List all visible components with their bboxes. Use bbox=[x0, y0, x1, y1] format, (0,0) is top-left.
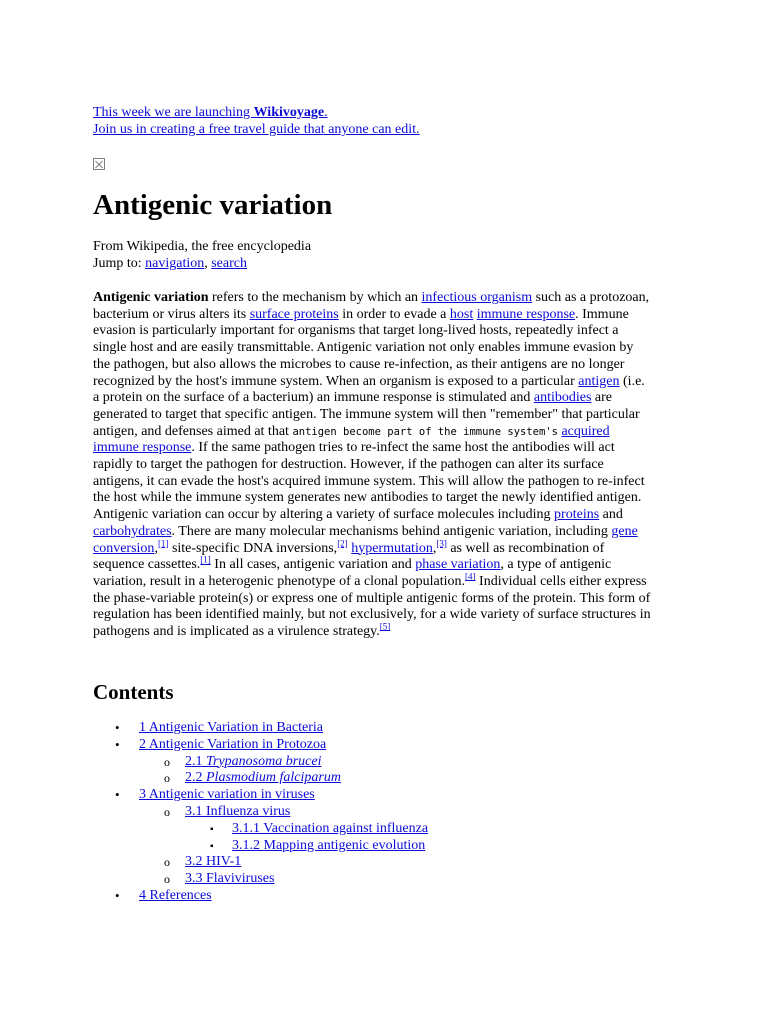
toc-label: Vaccination against influenza bbox=[260, 820, 429, 836]
link-antigen[interactable]: antigen bbox=[578, 373, 620, 389]
toc-label: Mapping antigenic evolution bbox=[260, 837, 426, 853]
from-wikipedia: From Wikipedia, the free encyclopedia bbox=[93, 239, 312, 254]
toc-label: References bbox=[146, 887, 212, 903]
toc-item bbox=[93, 754, 428, 771]
link-proteins[interactable]: proteins bbox=[554, 507, 600, 523]
site-notice bbox=[93, 104, 420, 138]
travel-guide-link[interactable]: Join us in creating a free travel guide that anyone can edit. bbox=[93, 122, 420, 137]
toc-link[interactable] bbox=[139, 720, 323, 735]
square-bullet-icon bbox=[210, 838, 214, 856]
toc-number: 3.1 bbox=[185, 803, 203, 819]
link-acquired-immune-response[interactable]: acquired immune response bbox=[93, 423, 610, 456]
bold-term: Antigenic variation bbox=[93, 290, 209, 305]
link-immune-response[interactable]: immune response bbox=[476, 306, 576, 322]
text: site-specific DNA inversions, bbox=[168, 540, 338, 556]
square-bullet-icon bbox=[210, 821, 214, 839]
toc-item bbox=[93, 770, 428, 787]
toc-item bbox=[93, 720, 428, 737]
text: . There are many molecular mechanisms behind antigenic variation, including bbox=[171, 523, 612, 539]
toc-label: Flaviviruses bbox=[202, 871, 275, 887]
toc-link[interactable] bbox=[139, 787, 315, 802]
toc-link[interactable] bbox=[185, 871, 274, 886]
notice-period: . bbox=[324, 105, 328, 120]
notice-text: This week we are launching bbox=[93, 105, 254, 120]
search-link[interactable]: search bbox=[211, 256, 247, 271]
link-infectious-organism[interactable]: infectious organism bbox=[421, 290, 533, 305]
table-of-contents bbox=[93, 720, 428, 905]
circle-bullet-icon bbox=[164, 871, 170, 889]
toc-number: 4 bbox=[139, 887, 146, 903]
reference-link[interactable]: [5] bbox=[379, 621, 391, 632]
lead-paragraph bbox=[93, 290, 653, 641]
toc-item bbox=[93, 804, 428, 821]
contents-heading: Contents bbox=[93, 680, 174, 704]
toc-number: 3.1.2 bbox=[232, 837, 260, 853]
text: . If the same pathogen tries to re-infect the same host the antibodies will act rapidly to target the pathogen for destruction. However, if the pathogen can alter its surface antigens, it can evade the host's acquired immune system. This will allow the pathogen to re-infect the host while the immune system generates new antibodies to target the newly identified antigen. Antigenic variation can occur by altering a variety of surface molecules including bbox=[93, 440, 645, 523]
text: (i.e. a protein on the surface of a bacterium) an immune response is stimulated and bbox=[93, 373, 645, 406]
toc-number: 3.1.1 bbox=[232, 820, 260, 836]
toc-label: Plasmodium falciparum bbox=[202, 770, 341, 786]
toc-item bbox=[93, 871, 428, 888]
toc-number: 2 bbox=[139, 736, 146, 752]
toc-number: 2.2 bbox=[185, 770, 203, 786]
reference-link[interactable]: [3] bbox=[436, 537, 447, 548]
toc-link[interactable] bbox=[139, 737, 326, 752]
bullet-icon bbox=[115, 737, 120, 755]
toc-label: Antigenic Variation in Bacteria bbox=[146, 720, 324, 735]
bullet-icon bbox=[115, 888, 120, 906]
toc-label: Trypanosoma brucei bbox=[202, 753, 322, 769]
text: , a type of antigenic variation, result in a heterogenic phenotype of a clonal population. bbox=[93, 557, 612, 589]
text: , bbox=[154, 540, 158, 556]
circle-bullet-icon bbox=[164, 804, 170, 822]
circle-bullet-icon bbox=[164, 854, 170, 872]
toc-label: Influenza virus bbox=[202, 803, 291, 819]
reference-link[interactable]: [2] bbox=[337, 537, 348, 548]
toc-number: 3.3 bbox=[185, 871, 203, 887]
text: refers to the mechanism by which an bbox=[208, 290, 422, 305]
reference-link[interactable]: [1] bbox=[157, 537, 169, 548]
toc-link[interactable] bbox=[185, 804, 290, 819]
bullet-icon bbox=[115, 787, 120, 805]
text: and bbox=[599, 507, 623, 523]
text: as well as recombination of sequence cassettes. bbox=[93, 540, 605, 573]
toc-label: HIV-1 bbox=[202, 854, 242, 870]
link-host[interactable]: host bbox=[449, 306, 474, 322]
text: In all cases, antigenic variation and bbox=[210, 557, 416, 573]
mono-text: antigen become part of the immune system's bbox=[292, 425, 558, 438]
toc-item bbox=[93, 838, 428, 855]
toc-item bbox=[93, 854, 428, 871]
link-hypermutation[interactable]: hypermutation bbox=[351, 540, 433, 556]
wikivoyage-notice-link[interactable] bbox=[93, 104, 420, 121]
link-carbohydrates[interactable]: carbohydrates bbox=[93, 523, 172, 539]
toc-number: 3.2 bbox=[185, 854, 203, 870]
text: , bbox=[432, 540, 437, 556]
jump-links bbox=[93, 255, 311, 272]
toc-item bbox=[93, 888, 428, 905]
circle-bullet-icon bbox=[164, 754, 170, 772]
reference-link[interactable]: [1] bbox=[200, 554, 211, 565]
broken-image-icon bbox=[93, 158, 105, 170]
text: are generated to target that specific antigen. The immune system will then "remember" that particular antigen, and defenses aimed at that bbox=[93, 390, 640, 439]
toc-link[interactable] bbox=[139, 888, 212, 903]
toc-link[interactable] bbox=[232, 821, 428, 836]
wikivoyage-name: Wikivoyage bbox=[253, 105, 325, 120]
text: . Immune evasion is particularly important for organisms that target long-lived hosts, repeatedly infect a single host and are easily transmittable. Antigenic variation not only enables immune evasion by the pathogen, but also allows the microbes to cause re-infection, as their antigens are no longer recognized by the host's immune system. When an organism is exposed to a particular bbox=[93, 306, 634, 389]
navigation-link[interactable]: navigation bbox=[145, 256, 205, 271]
text: such as a protozoan, bacterium or virus alters its bbox=[93, 290, 650, 322]
circle-bullet-icon bbox=[164, 770, 170, 788]
separator: , bbox=[204, 256, 212, 271]
toc-number: 3 bbox=[139, 787, 146, 803]
link-antibodies[interactable]: antibodies bbox=[533, 390, 592, 406]
page-title: Antigenic variation bbox=[93, 189, 333, 221]
site-subtitle bbox=[93, 238, 311, 272]
toc-label: Antigenic variation in viruses bbox=[146, 787, 315, 803]
toc-label: Antigenic Variation in Protozoa bbox=[146, 736, 327, 752]
toc-number: 2.1 bbox=[185, 753, 203, 769]
reference-link[interactable]: [4] bbox=[465, 571, 476, 582]
bullet-icon bbox=[115, 720, 120, 738]
link-gene-conversion[interactable]: gene conversion bbox=[93, 523, 638, 556]
toc-item bbox=[93, 821, 428, 838]
toc-link[interactable] bbox=[232, 838, 425, 853]
toc-link[interactable] bbox=[185, 854, 241, 869]
toc-link[interactable] bbox=[185, 770, 341, 785]
toc-item bbox=[93, 787, 428, 804]
link-surface-proteins[interactable]: surface proteins bbox=[249, 306, 339, 322]
jump-to-label: Jump to: bbox=[93, 256, 146, 271]
link-phase-variation[interactable]: phase variation bbox=[415, 557, 501, 573]
toc-link[interactable] bbox=[185, 754, 322, 769]
text: Individual cells either express the phase-variable protein(s) or express one of multiple antigenic forms of the protein. This form of regulation has been identified mainly, but not exclusively, for a wide variety of surface structures in pathogens and is implicated as a virulence strategy. bbox=[93, 573, 651, 640]
text: in order to evade a bbox=[338, 306, 450, 322]
toc-number: 1 bbox=[139, 720, 146, 735]
toc-item bbox=[93, 737, 428, 754]
